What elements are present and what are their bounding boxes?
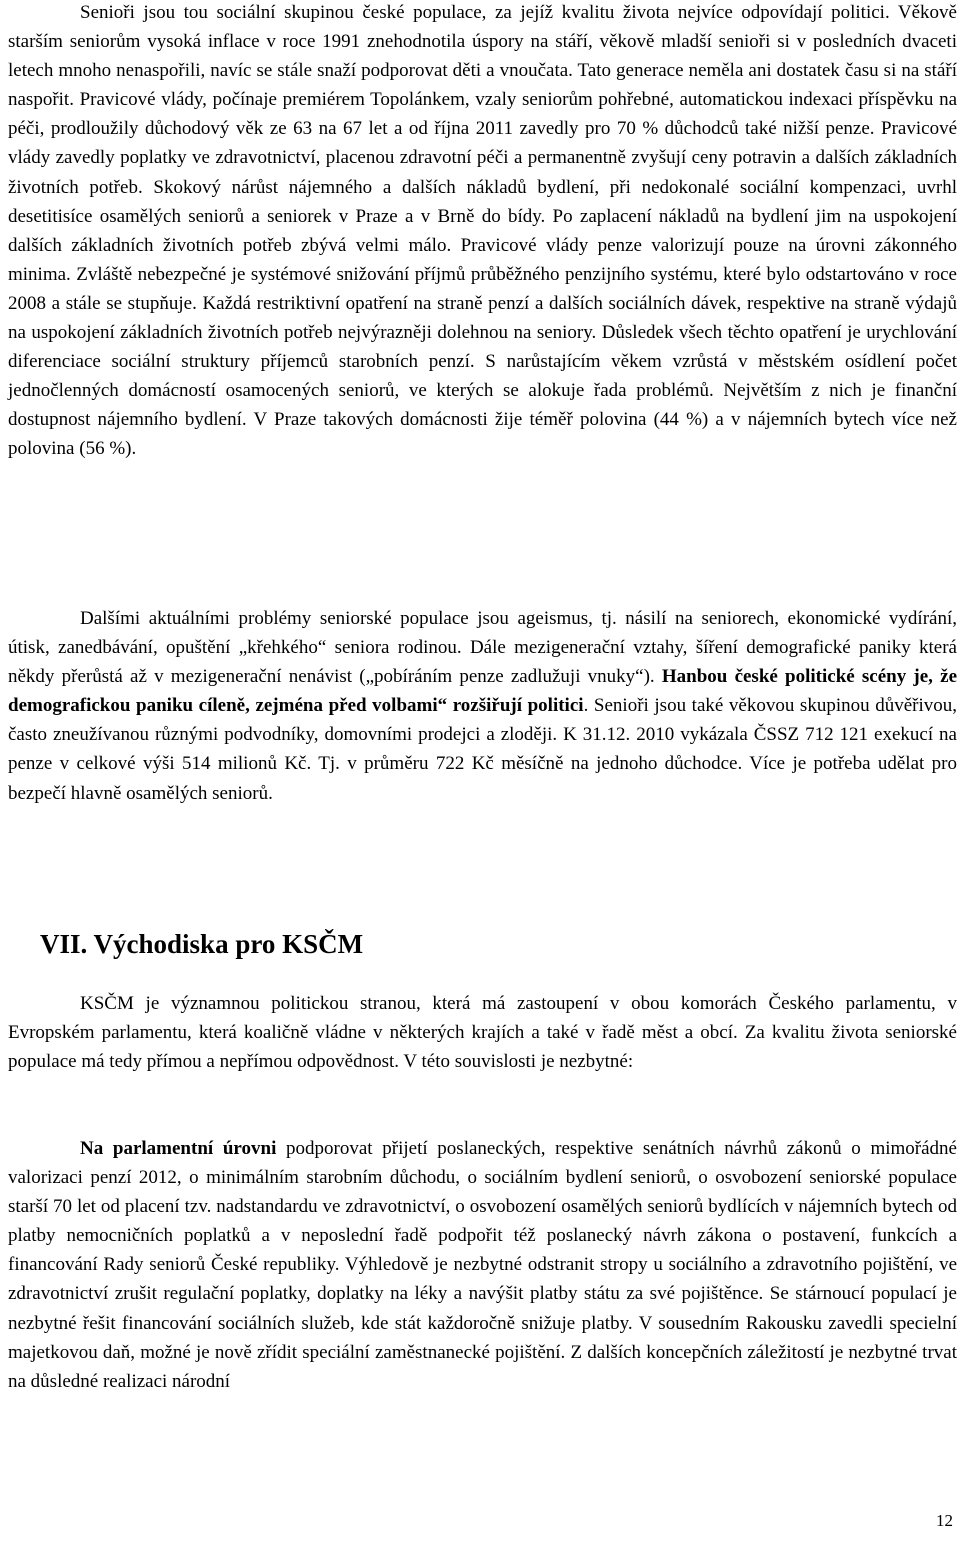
parliament-level-paragraph <box>8 1134 957 1396</box>
paragraph-seniors-poverty <box>8 0 957 464</box>
paragraph-text-before-bold: Dalšími aktuálními problémy seniorské populace jsou ageismus, tj. násilí na seniorech, ekonomické vydírání, útisk, zanedbávání, opuštění „křehkého“ seniora rodinou. Dále mezigenerační vztahy, šíření demografické paniky která někdy přerůstá až v mezigenerační nenávist („pobíráním penze zadlužuji vnuky“). <box>8 608 957 688</box>
page-number: 12 <box>936 1511 953 1530</box>
parliament-level-lead: Na parlamentní úrovni <box>80 1138 277 1159</box>
parliament-level-text: podporovat přijetí poslaneckých, respektive senátních návrhů zákonů o mimořádné valorizaci penzí 2012, o minimálním starobním důchodu, o sociálním bydlení seniorů, o osvobození seniorské populace starší 70 let od placení tzv. nadstandardu ve zdravotnictví, o osvobození osamělých seniorů bydlících v nájemních bytech od platby nemocničních poplatků a v neposlední řadě podpořit též poslanecký návrh zákona o postavení, funkcích a financování Rady seniorů České republiky. Výhledově je nezbytné odstranit stropy u sociálního a zdravotního pojištění, ve zdravotnictví zrušit regulační poplatky, doplatky na léky a navýšit platby státu za své pojištěnce. Se stárnoucí populací je nezbytné řešit financování sociálních služeb, kde stát každoročně snižuje platby. V sousedním Rakousku zavedli specielní majetkovou daň, možné je nově zřídit speciální zaměstnanecké pojištění. Z dalších koncepčních záležitostí je nezbytné trvat na důsledné realizaci národní <box>8 1138 957 1392</box>
paragraph-text-after-bold: . Senioři jsou také věkovou skupinou důvěřivou, často zneužívanou různými podvodníky, domovními prodejci a zloději. K 31.12. 2010 vykázala ČSSZ 712 121 exekucí na penze v celkové výši 514 milionů Kč. Tj. v průměru 722 Kč měsíčně na jednoho důchodce. Více je potřeba udělat pro bezpečí hlavně osamělých seniorů. <box>8 695 957 804</box>
paragraph-text: Senioři jsou tou sociální skupinou české populace, za jejíž kvalitu života nejvíce odpovídají politici. Věkově starším seniorům vysoká inflace v roce 1991 znehodnotila úspory na stáří, věkově mladší senioři si v posledních dvaceti letech mnoho nenaspořili, navíc se stále snaží podporovat děti a vnoučata. Tato generace neměla ani dostatek času si na stáří naspořit. Pravicové vlády, počínaje premiérem Topolánkem, vzaly seniorům pohřebné, automatickou indexaci příspěvku na péči, prodloužily důchodový věk ze 63 na 67 let a od října 2011 zavedly pro 70 % důchodců také nižší penze. Pravicové vlády zavedly poplatky ve zdravotnictví, placenou zdravotní péči a permanentně zvyšují ceny potravin a dalších základních životních potřeb. Skokový nárůst nájemného a dalších nákladů bydlení, při nedokonalé sociální kompenzaci, uvrhl desetitisíce osamělých seniorů a seniorek v Praze a v Brně do bídy. Po zaplacení nákladů na bydlení jim na uspokojení dalších základních životních potřeb zbývá velmi málo. Pravicové vlády penze valorizují pouze na úrovni zákonného minima. Zvláště nebezpečné je systémové snižování příjmů průběžného penzijního systému, které bylo odstartováno v roce 2008 a stále se stupňuje. Každá restriktivní opatření na straně penzí a dalších sociálních dávek, respektive na straně výdajů na uspokojení základních životních potřeb nejvýrazněji dolehnou na seniory. Důsledek všech těchto opatření je urychlování diferenciace sociální struktury příjemců starobních penzí. S narůstajícím věkem vzrůstá v městském osídlení počet jednočlenných domácností osamocených seniorů, ve kterých se alokuje řada problémů. Největším z nich je finanční dostupnost nájemního bydlení. V Praze takových domácnosti žije téměř polovina (44 %) a v nájemních bytech více než polovina (56 %). <box>8 2 957 460</box>
section-intro-text: KSČM je významnou politickou stranou, která má zastoupení v obou komorách Českého parlamentu, v Evropském parlamentu, která koaličně vládne v některých krajích a také v řadě měst a obcí. Za kvalitu života seniorské populace má tedy přímou a nepřímou odpovědnost. V této souvislosti je nezbytné: <box>8 993 957 1073</box>
paragraph-bold-statement: Hanbou české politické scény je, že demografickou paniku cíleně, zejména před volbami“ rozšiřují politici <box>8 666 958 717</box>
section-heading: VII. Východiska pro KSČM <box>40 929 364 959</box>
paragraph-ageism <box>8 604 957 808</box>
section-intro-paragraph <box>8 989 957 1076</box>
